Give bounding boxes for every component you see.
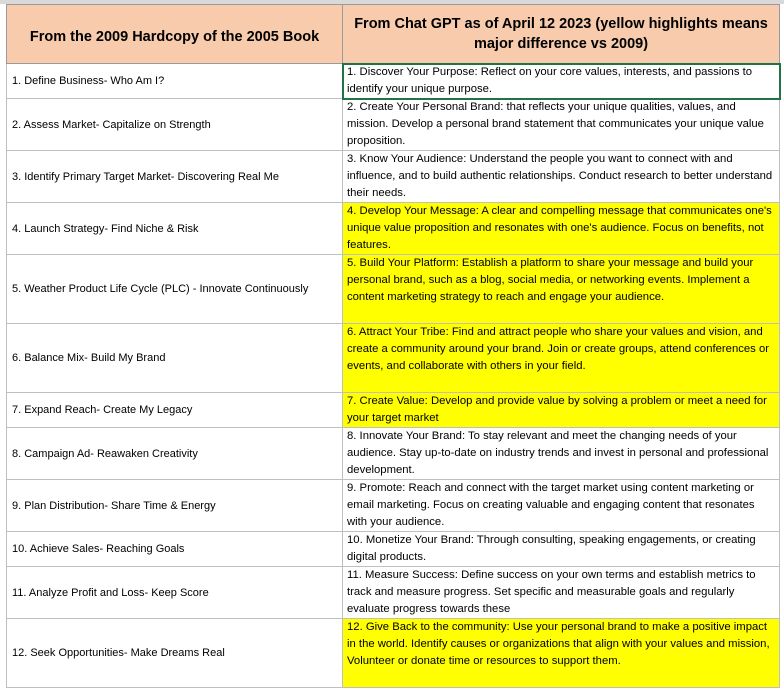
step-2023-cell[interactable]: 1. Discover Your Purpose: Reflect on your core values, interests, and passions to identify your unique purpose. bbox=[343, 64, 780, 99]
table-row bbox=[7, 255, 780, 324]
step-2009-cell[interactable]: 3. Identify Primary Target Market- Discovering Real Me bbox=[7, 151, 343, 203]
step-2009-cell[interactable]: 9. Plan Distribution- Share Time & Energy bbox=[7, 480, 343, 532]
table-row bbox=[7, 567, 780, 619]
step-2009-cell[interactable]: 11. Analyze Profit and Loss- Keep Score bbox=[7, 567, 343, 619]
table-row bbox=[7, 64, 780, 99]
step-2023-cell[interactable]: 5. Build Your Platform: Establish a platform to share your message and build your personal brand, such as a blog, social media, or networking events. Implement a content marketing strategy to reach and engage your audience. bbox=[343, 255, 780, 324]
step-2023-cell[interactable]: 3. Know Your Audience: Understand the people you want to connect with and influence, and to build authentic relationships. Conduct research to better understand their needs. bbox=[343, 151, 780, 203]
table-row bbox=[7, 151, 780, 203]
step-2009-cell[interactable]: 7. Expand Reach- Create My Legacy bbox=[7, 393, 343, 428]
table-body bbox=[7, 64, 780, 688]
table-row bbox=[7, 203, 780, 255]
header-row bbox=[7, 5, 780, 64]
header-left-text: From the 2009 Hardcopy of the 2005 Book bbox=[29, 29, 320, 45]
step-2023-cell[interactable]: 7. Create Value: Develop and provide value by solving a problem or meet a need for your target market bbox=[343, 393, 780, 428]
step-2009-cell[interactable]: 2. Assess Market- Capitalize on Strength bbox=[7, 99, 343, 151]
header-cell-right[interactable] bbox=[343, 5, 780, 64]
step-2009-cell[interactable]: 5. Weather Product Life Cycle (PLC) - Innovate Continuously bbox=[7, 255, 343, 324]
step-2009-cell[interactable]: 1. Define Business- Who Am I? bbox=[7, 64, 343, 99]
table-row bbox=[7, 393, 780, 428]
step-2023-cell[interactable]: 6. Attract Your Tribe: Find and attract people who share your values and vision, and create a community around your brand. Join or create groups, attend conferences or events, and collaborate with others in your field. bbox=[343, 324, 780, 393]
table-row bbox=[7, 480, 780, 532]
step-2023-cell[interactable]: 9. Promote: Reach and connect with the target market using content marketing or email marketing. Focus on creating valuable and engaging content that resonates with your audience. bbox=[343, 480, 780, 532]
header-right-line2: major difference vs 2009) bbox=[473, 36, 649, 52]
step-2023-cell[interactable]: 4. Develop Your Message: A clear and compelling message that communicates one's unique value proposition and resonates with one's audience. Focus on benefits, not features. bbox=[343, 203, 780, 255]
step-2009-cell[interactable]: 8. Campaign Ad- Reawaken Creativity bbox=[7, 428, 343, 480]
table-row bbox=[7, 619, 780, 688]
step-2009-cell[interactable]: 6. Balance Mix- Build My Brand bbox=[7, 324, 343, 393]
header-cell-left[interactable] bbox=[7, 5, 343, 64]
step-2023-cell[interactable]: 11. Measure Success: Define success on your own terms and establish metrics to track and measure progress. Set specific and measurable goals and regularly evaluate progress towards these bbox=[343, 567, 780, 619]
table-row bbox=[7, 532, 780, 567]
header-right-line1: From Chat GPT as of April 12 2023 (yellow highlights means bbox=[354, 16, 768, 32]
step-2009-cell[interactable]: 10. Achieve Sales- Reaching Goals bbox=[7, 532, 343, 567]
table-row bbox=[7, 99, 780, 151]
comparison-table bbox=[6, 4, 780, 688]
table-row bbox=[7, 324, 780, 393]
step-2023-cell[interactable]: 12. Give Back to the community: Use your personal brand to make a positive impact in the world. Identify causes or organizations that align with your values and mission, Volunteer or donate time or resources to support them. bbox=[343, 619, 780, 688]
table-row bbox=[7, 428, 780, 480]
step-2009-cell[interactable]: 12. Seek Opportunities- Make Dreams Real bbox=[7, 619, 343, 688]
step-2009-cell[interactable]: 4. Launch Strategy- Find Niche & Risk bbox=[7, 203, 343, 255]
step-2023-cell[interactable]: 10. Monetize Your Brand: Through consulting, speaking engagements, or creating digital products. bbox=[343, 532, 780, 567]
step-2023-cell[interactable]: 8. Innovate Your Brand: To stay relevant and meet the changing needs of your audience. Stay up-to-date on industry trends and invest in personal and professional development. bbox=[343, 428, 780, 480]
step-2023-cell[interactable]: 2. Create Your Personal Brand: that reflects your unique qualities, values, and mission. Develop a personal brand statement that communicates your unique value proposition. bbox=[343, 99, 780, 151]
